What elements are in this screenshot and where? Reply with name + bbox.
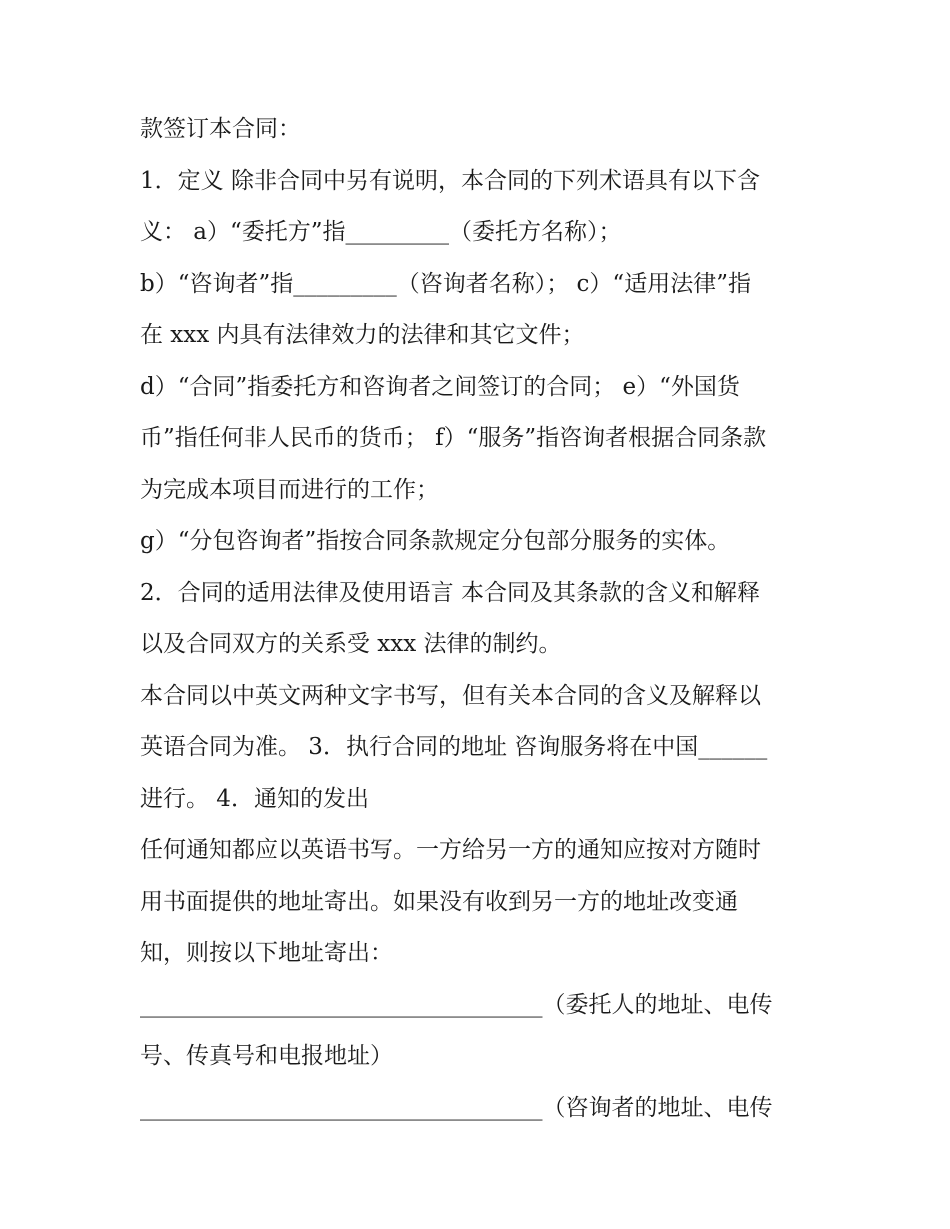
text-line-6: d）“合同”指委托方和咨询者之间签订的合同； e）“外国货: [140, 373, 740, 400]
text-line-5: 在 xxx 内具有法律效力的法律和其它文件；: [140, 322, 585, 348]
text-line-12: 本合同以中英文两种文字书写，但有关本合同的含义及解释以: [140, 682, 761, 709]
text-line-13: 英语合同为准。 3．执行合同的地址 咨询服务将在中国______: [140, 734, 768, 760]
text-line-7: 币”指任何非人民币的货币； f）“服务”指咨询者根据合同条款: [140, 425, 767, 451]
text-line-11: 以及合同双方的关系受 xxx 法律的制约。: [140, 631, 562, 657]
text-line-1: 款签订本合同：: [140, 116, 301, 142]
text-line-17: 知，则按以下地址寄出：: [140, 940, 393, 966]
text-line-20: ___________________________________（咨询者的地址、电传: [140, 1094, 773, 1121]
text-line-15: 任何通知都应以英语书写。一方给另一方的通知应按对方随时: [140, 837, 761, 863]
document-body: [140, 104, 820, 1134]
text-line-9: g）“分包咨询者”指按合同条款规定分包部分服务的实体。: [140, 528, 731, 554]
text-line-16: 用书面提供的地址寄出。如果没有收到另一方的地址改变通: [140, 888, 738, 915]
text-line-2: 1．定义 除非合同中另有说明，本合同的下列术语具有以下含: [140, 167, 760, 194]
text-line-18: ___________________________________（委托人的地址、电传: [140, 991, 773, 1018]
text-line-4: b）“咨询者”指_________（咨询者名称）； c）“适用法律”指: [140, 270, 751, 297]
text-line-3: 义： a）“委托方”指_________（委托方名称）；: [140, 219, 622, 245]
text-line-8: 为完成本项目而进行的工作；: [140, 476, 439, 503]
text-line-19: 号、传真号和电报地址）: [140, 1043, 393, 1069]
text-line-10: 2．合同的适用法律及使用语言 本合同及其条款的含义和解释: [140, 579, 760, 606]
text-line-14: 进行。 4．通知的发出: [140, 785, 369, 812]
